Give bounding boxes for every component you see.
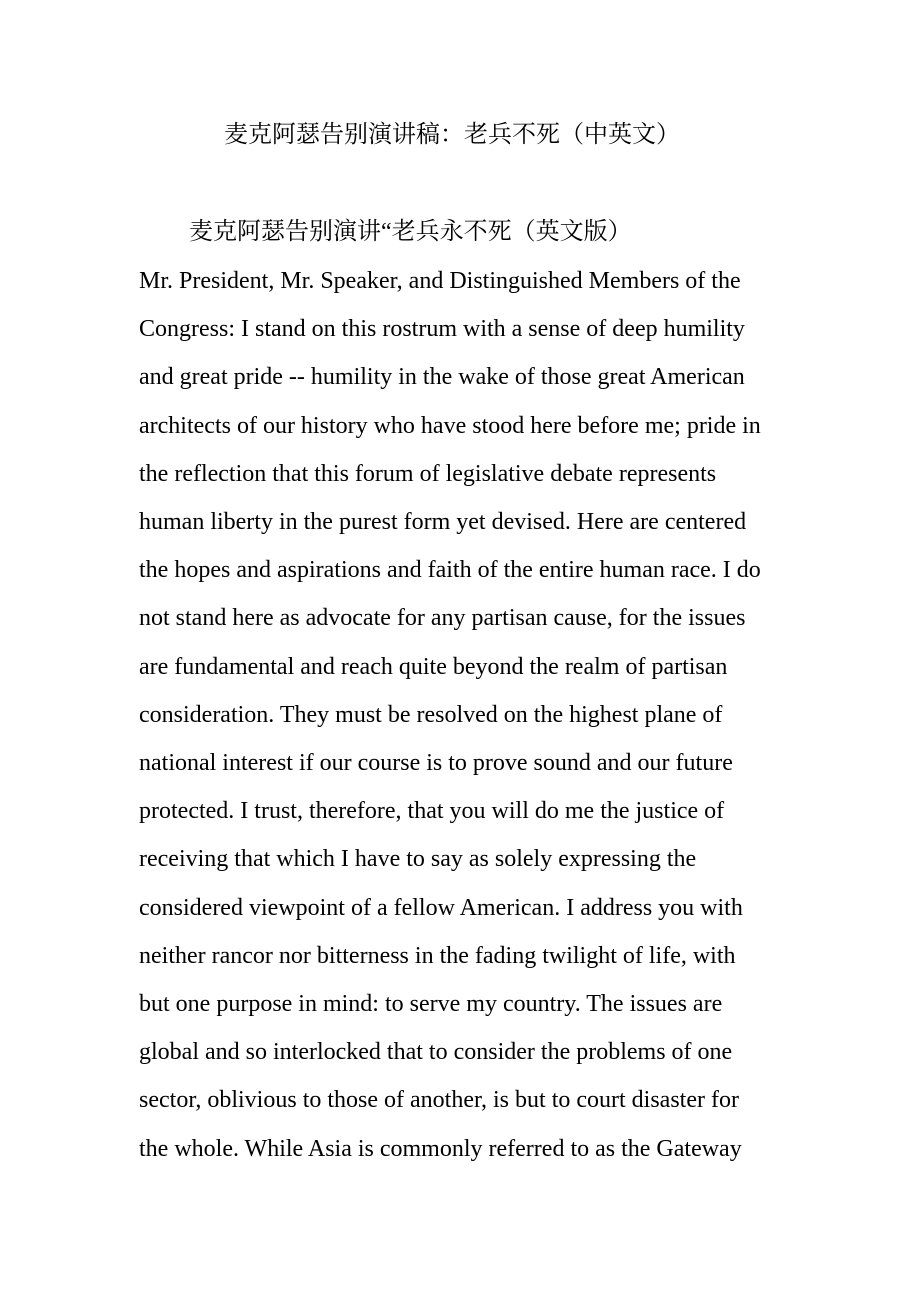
- body-text-line: but one purpose in mind: to serve my country. The issues are: [139, 991, 723, 1018]
- body-text-line: not stand here as advocate for any partisan cause, for the issues: [139, 605, 746, 632]
- body-text-line: protected. I trust, therefore, that you will do me the justice of: [139, 798, 725, 825]
- document-body: [139, 257, 799, 1173]
- document-title-text: 麦克阿瑟告别演讲稿：老兵不死（中英文）: [224, 122, 680, 148]
- body-text-line: architects of our history who have stood here before me; pride in: [139, 412, 761, 439]
- body-text-line: the hopes and aspirations and faith of the entire human race. I do: [139, 557, 761, 584]
- body-text-line: Mr. President, Mr. Speaker, and Distinguished Members of the: [139, 268, 741, 294]
- body-text-line: neither rancor nor bitterness in the fading twilight of life, with: [139, 942, 736, 969]
- document-title: [0, 118, 920, 152]
- body-text-line: the whole. While Asia is commonly referred to as the Gateway: [139, 1135, 742, 1162]
- body-text-line: receiving that which I have to say as solely expressing the: [139, 846, 697, 873]
- body-text-line: and great pride -- humility in the wake of those great American: [139, 364, 745, 391]
- body-text-line: sector, oblivious to those of another, is but to court disaster for: [139, 1087, 739, 1114]
- body-text-line: Congress: I stand on this rostrum with a sense of deep humility: [139, 316, 745, 343]
- body-text-line: consideration. They must be resolved on the highest plane of: [139, 701, 723, 728]
- body-text-line: national interest if our course is to prove sound and our future: [139, 750, 733, 777]
- body-text-line: the reflection that this forum of legislative debate represents: [139, 460, 717, 487]
- body-text-line: global and so interlocked that to consider the problems of one: [139, 1039, 733, 1066]
- body-text-line: are fundamental and reach quite beyond the realm of partisan: [139, 653, 728, 680]
- body-text-line: human liberty in the purest form yet devised. Here are centered: [139, 509, 747, 536]
- body-text-line: considered viewpoint of a fellow American. I address you with: [139, 894, 743, 921]
- document-subtitle: 麦克阿瑟告别演讲“老兵永不死（英文版）: [189, 219, 632, 245]
